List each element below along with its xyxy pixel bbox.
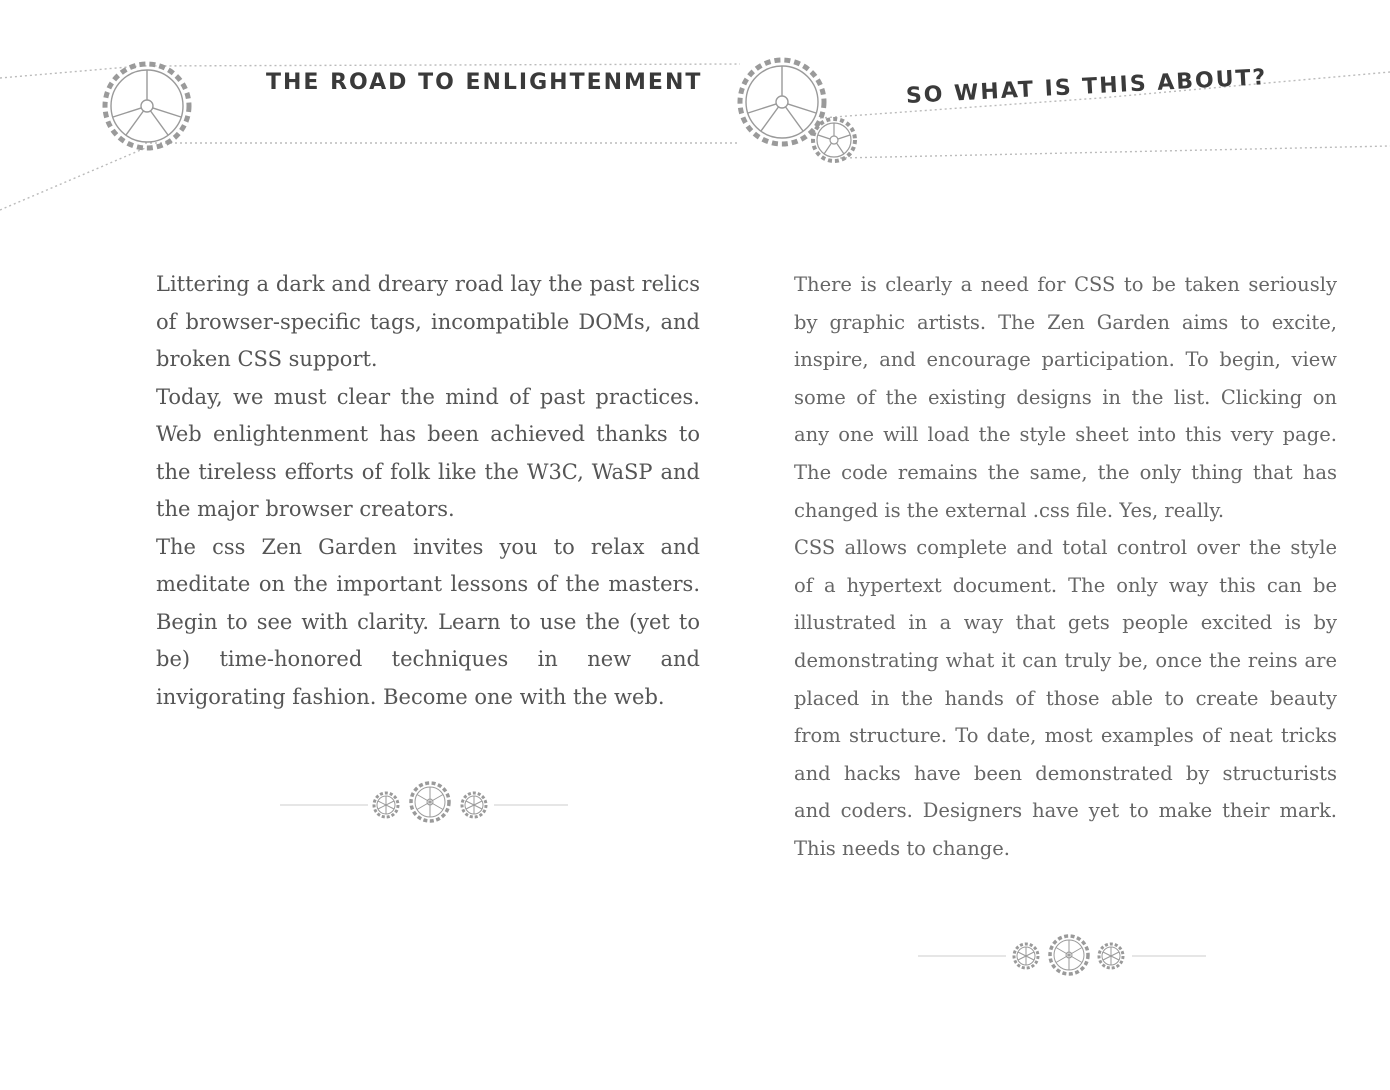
gear-icon [105,64,189,148]
gear-icon [1014,944,1038,968]
gear-icon [374,793,398,817]
paragraph: Littering a dark and dreary road lay the past relics of browser-specific tags, incompatible DOMs, and broken CSS support. [156,272,700,371]
section-title-right: SO WHAT IS THIS ABOUT? [905,65,1268,109]
dotted-line-mid-right [840,146,1390,158]
paragraph: Today, we must clear the mind of past practices. Web enlightenment has been achieved thanks to the tireless efforts of folk like the W3C, WaSP and the major browser creators. [156,384,700,521]
left-column [156,266,700,716]
paragraph: CSS allows complete and total control over the style of a hypertext document. The only way this can be illustrated in a way that gets people excited is by demonstrating what it can truly be, once the reins are placed in the hands of those able to create beauty from structure. To date, most examples of neat tricks and hacks have been demonstrated by structurists and coders. Designers have yet to make their mark. This needs to change. [794,536,1337,860]
paragraph: The css Zen Garden invites you to relax and meditate on the important lessons of the masters. Begin to see with clarity. Learn to use the (yet to be) time-honored techniques in new and invigorating fashion. Become one with the web. [156,534,700,709]
right-column [794,266,1337,868]
gear-divider-left [278,776,570,832]
banner-decoration [0,0,1390,230]
dotted-line-diag-left [0,146,150,210]
gear-icon [740,60,824,144]
gear-divider-right [916,927,1208,983]
gear-icon [462,793,486,817]
gear-icon [1099,944,1123,968]
paragraph: There is clearly a need for CSS to be taken seriously by graphic artists. The Zen Garden aims to excite, inspire, and encourage participation. To begin, view some of the existing designs in the list. Clicking on any one will load the style sheet into this very page. The code remains the same, the only thing that has changed is the external .css file. Yes, really. [794,273,1337,522]
gear-icon [1050,936,1088,974]
section-title-left: THE ROAD TO ENLIGHTENMENT [266,70,703,95]
gear-icon [411,783,449,821]
